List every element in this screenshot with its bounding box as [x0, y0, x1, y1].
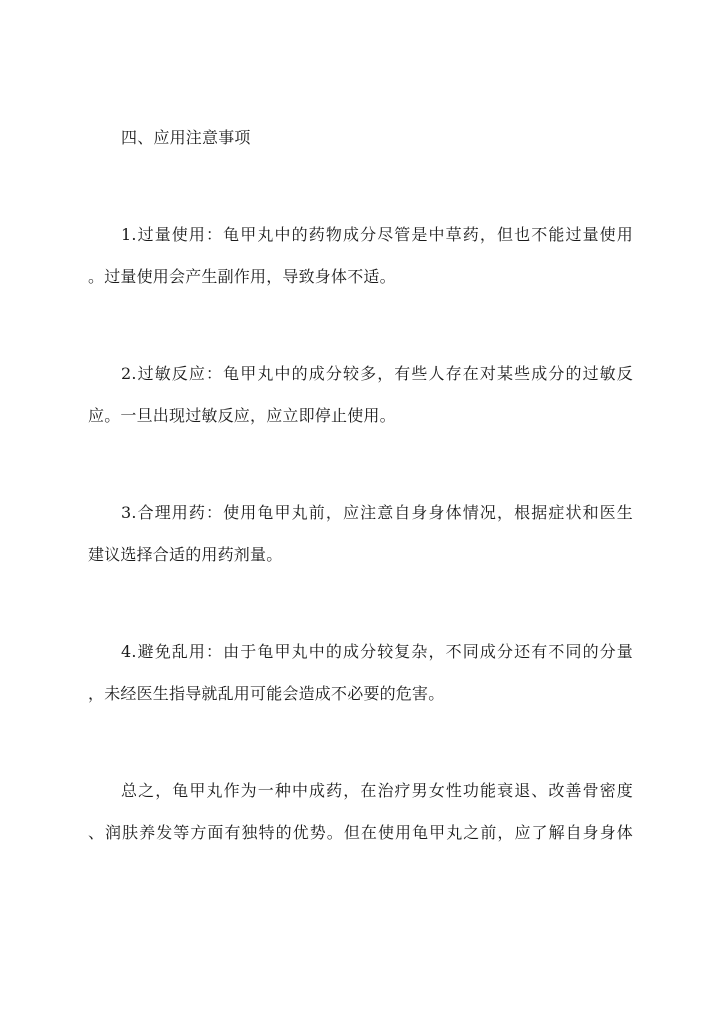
item-3-line-2: 建议选择合适的用药剂量。 — [88, 545, 283, 564]
section-heading: 四、应用注意事项 — [121, 128, 251, 147]
summary-line-1: 总之，龟甲丸作为一种中成药，在治疗男女性功能衰退、改善骨密度 — [121, 781, 633, 800]
summary-line-2: 、润肤养发等方面有独特的优势。但在使用龟甲丸之前，应了解自身身体 — [88, 823, 633, 842]
item-3-line-1: 3.合理用药：使用龟甲丸前，应注意自身身体情况，根据症状和医生 — [121, 503, 633, 522]
item-2-line-2: 应。一旦出现过敏反应，应立即停止使用。 — [88, 406, 396, 425]
item-1-line-2: 。过量使用会产生副作用，导致身体不适。 — [88, 267, 396, 286]
item-4-line-1: 4.避免乱用：由于龟甲丸中的成分较复杂，不同成分还有不同的分量 — [121, 642, 633, 661]
item-4-line-2: ，未经医生指导就乱用可能会造成不必要的危害。 — [88, 684, 445, 703]
item-1-line-1: 1.过量使用：龟甲丸中的药物成分尽管是中草药，但也不能过量使用 — [121, 225, 633, 244]
item-2-line-1: 2.过敏反应：龟甲丸中的成分较多，有些人存在对某些成分的过敏反 — [121, 364, 633, 383]
